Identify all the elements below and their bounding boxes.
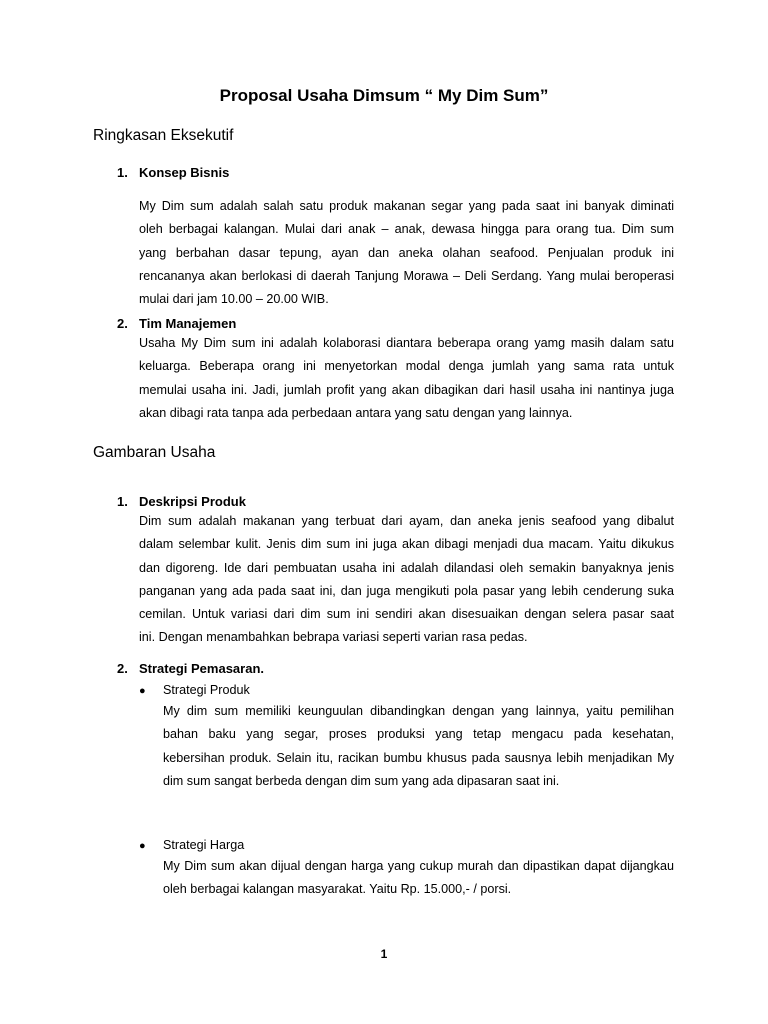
text-line: kebersihan produk. Selain itu, racikan bumbu khusus pada sausnya lebih menjadikan My <box>163 750 674 765</box>
item-heading-deskripsi-produk <box>117 494 246 509</box>
text-line: dim sum sangat berbeda dengan dim sum yang ada dipasaran saat ini. <box>163 773 560 788</box>
text-line: Usaha My Dim sum ini adalah kolaborasi diantara beberapa orang yamg masih dalam satu <box>139 336 674 350</box>
item-number: 2. <box>117 316 128 331</box>
page-number: 1 <box>380 947 388 961</box>
text-line: akan dibagi rata tanpa ada perbedaan antara yang satu dengan yang lainnya. <box>139 405 573 420</box>
item-title: Konsep Bisnis <box>139 165 230 180</box>
bullet-marker: ● <box>139 840 146 852</box>
paragraph-deskripsi-produk <box>139 510 674 650</box>
item-heading-tim-manajemen <box>117 316 236 331</box>
document-title: Proposal Usaha Dimsum “ My Dim Sum” <box>219 86 549 105</box>
text-line: oleh berbagai kalangan. Mulai dari anak – anak, dewasa hingga para orang tua. Dim sum <box>139 222 674 237</box>
section-heading-ringkasan: Ringkasan Eksekutif <box>93 127 234 144</box>
item-heading-konsep-bisnis <box>117 165 229 180</box>
text-line: panganan yang ada pada saat ini, dan juga mengikuti pola pasar yang lebih cenderung suka <box>139 583 674 598</box>
text-line: My dim sum memiliki keunguulan dibandingkan dengan yang lainnya, yaitu pemilihan <box>163 704 674 718</box>
text-line: My Dim sum adalah salah satu produk makanan segar yang pada saat ini banyak diminati <box>139 199 674 213</box>
paragraph-tim-manajemen <box>139 332 674 425</box>
item-title: Strategi Pemasaran. <box>139 661 265 676</box>
text-line: yang berbahan dasar tepung, ayan dan aneka olahan seafood. Penjualan produk ini <box>139 245 674 260</box>
item-number: 1. <box>117 494 128 509</box>
paragraph-konsep-bisnis <box>139 195 674 311</box>
bullet-title-strategi-harga: Strategi Harga <box>163 838 245 852</box>
text-line: rencananya akan berlokasi di daerah Tanjung Morawa – Deli Serdang. Yang mulai beroperasi <box>139 268 674 283</box>
text-line: ini. Dengan menambahkan bebrapa variasi seperti varian rasa pedas. <box>139 630 528 645</box>
text-line: memulai usaha ini. Jadi, jumlah profit yang akan dibagikan dari hasil usaha ini nantinya juga <box>139 382 674 397</box>
paragraph-strategi-produk <box>163 700 674 793</box>
paragraph-strategi-harga <box>163 855 674 902</box>
item-title: Tim Manajemen <box>139 316 237 331</box>
text-line: dan digoreng. Ide dari pembuatan usaha ini adalah dilandasi oleh semakin banyaknya jenis <box>139 560 674 575</box>
section-heading-gambaran: Gambaran Usaha <box>93 444 216 461</box>
item-title: Deskripsi Produk <box>139 494 246 509</box>
text-line: dalam selembar kulit. Jenis dim sum ini juga akan dibagi menjadi dua macam. Yaitu dikukus <box>139 537 674 552</box>
text-line: oleh berbagai kalangan masyarakat. Yaitu Rp. 15.000,- / porsi. <box>163 882 512 897</box>
bullet-title-strategi-produk: Strategi Produk <box>163 683 250 697</box>
text-line: My Dim sum akan dijual dengan harga yang cukup murah dan dipastikan dapat dijangkau <box>163 859 674 873</box>
item-heading-strategi-pemasaran <box>117 661 264 676</box>
text-line: Dim sum adalah makanan yang terbuat dari ayam, dan aneka jenis seafood yang dibalut <box>139 514 674 528</box>
item-number: 2. <box>117 661 128 676</box>
text-line: mulai dari jam 10.00 – 20.00 WIB. <box>139 292 329 307</box>
item-number: 1. <box>117 165 128 180</box>
text-line: keluarga. Beberapa orang ini menyetorkan modal denga jumlah yang sama rata untuk <box>139 359 674 374</box>
bullet-marker: ● <box>139 685 146 697</box>
text-line: cemilan. Untuk variasi dari dim sum ini sendiri akan disesuaikan dengan selera pasar saat <box>139 607 674 622</box>
text-line: bahan baku yang segar, proses produksi yang tetap mengacu pada kesehatan, <box>163 727 674 742</box>
